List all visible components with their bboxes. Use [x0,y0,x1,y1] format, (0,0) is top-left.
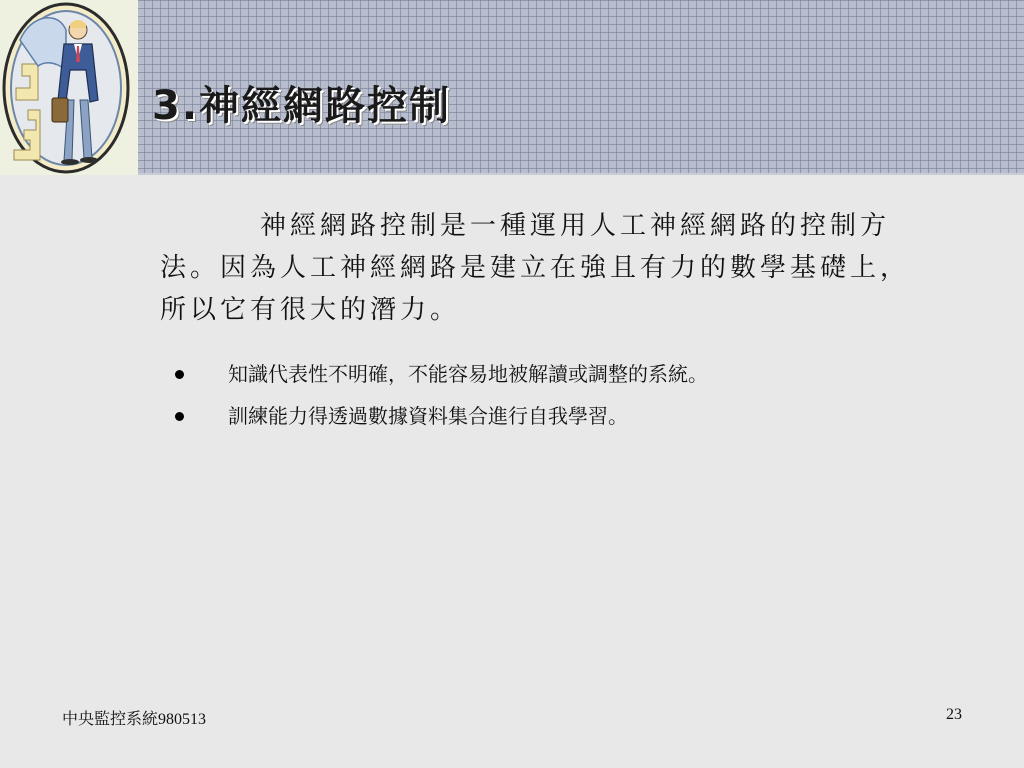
slide-header [0,0,1024,175]
bullet-dot-icon [175,412,184,421]
footer-label: 中央監控系統980513 [62,711,207,728]
list-item [175,402,975,444]
bullet-dot-icon [175,370,184,379]
clipart-illustration [0,0,138,175]
businessman-stairs-clipart [0,0,138,175]
list-item [175,360,975,402]
page-number: 23 [946,706,962,723]
bullet-list [175,360,975,444]
bullet-text: 訓練能力得透過數據資料集合進行自我學習。 [228,404,628,428]
slide-title: 3.神經網路控制 [152,83,452,129]
intro-paragraph: 神經網路控制是一種運用人工神經網路的控制方法。因為人工神經網路是建立在強且有力的數學基礎上，所以它有很大的潛力。 [160,211,911,325]
bullet-text: 知識代表性不明確，不能容易地被解讀或調整的系統。 [228,362,708,386]
